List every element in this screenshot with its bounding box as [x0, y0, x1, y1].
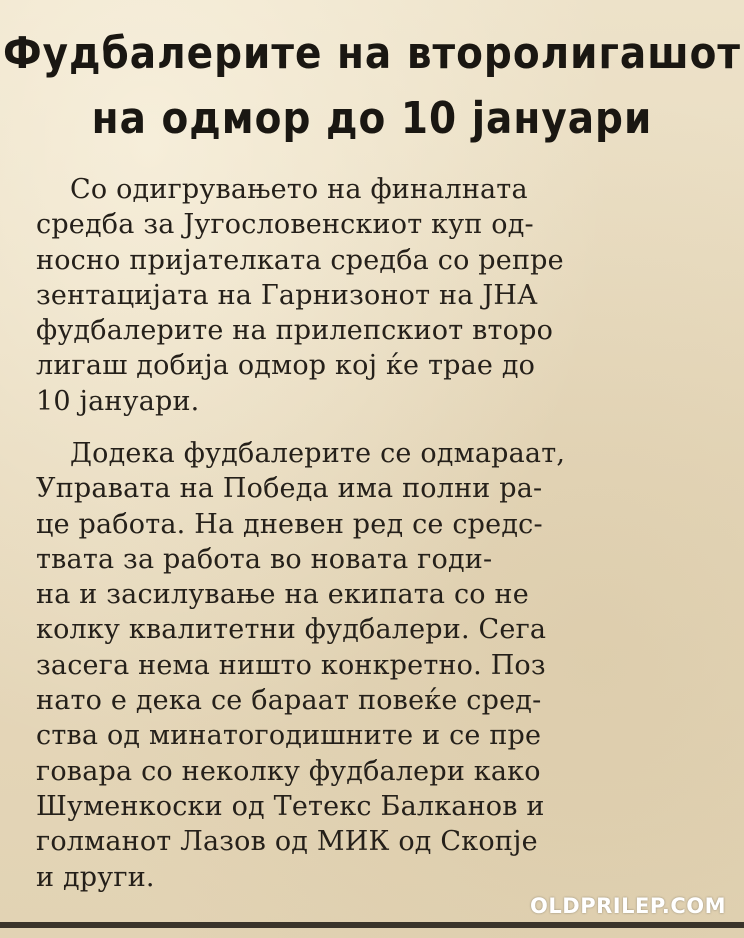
- text-line: Додека фудбалерите се одмараат,: [70, 438, 566, 469]
- text-line: ства од минатогодишните и се пре: [36, 720, 542, 752]
- text-line: Управата на Победа има полни ра-: [36, 473, 543, 505]
- text-line: твата за работа во новата годи-: [36, 543, 493, 575]
- text-line: зентацијата на Гарнизонот на ЈНА: [36, 279, 538, 311]
- text-line: нато е дека се бараат повеќе сред-: [36, 685, 542, 717]
- paragraph-1: [36, 172, 676, 419]
- headline: [0, 22, 744, 152]
- headline-line: Фудбалерите на второлигашот: [2, 28, 742, 80]
- text-line: лигаш добија одмор кој ќе трае до: [36, 350, 536, 382]
- text-line: колку квалитетни фудбалери. Сега: [36, 614, 547, 646]
- text-line: Со одигрувањето на финалната: [70, 174, 528, 205]
- watermark: OLDPRILEP.COM: [530, 894, 726, 918]
- text-line: и други.: [36, 861, 155, 893]
- text-line: засега нема ништо конкретно. Поз: [36, 649, 546, 681]
- text-line: носно пријателката средба со репре: [36, 244, 564, 276]
- paragraph-2: [36, 436, 676, 895]
- bottom-rule: [0, 922, 744, 928]
- text-line: говара со неколку фудбалери како: [36, 755, 541, 787]
- text-line: фудбалерите на прилепскиот второ: [36, 315, 554, 347]
- text-line: 10 јануари.: [36, 385, 200, 417]
- headline-line: на одмор до 10 јануари: [91, 93, 653, 145]
- text-line: Шуменкоски од Тетекс Балканов и: [36, 790, 545, 822]
- text-line: средба за Југословенскиот куп од-: [36, 209, 534, 241]
- text-line: на и засилување на екипата со не: [36, 579, 529, 611]
- text-line: голманот Лазов од МИК од Скопје: [36, 826, 538, 858]
- text-line: це работа. На дневен ред се средс-: [36, 508, 543, 540]
